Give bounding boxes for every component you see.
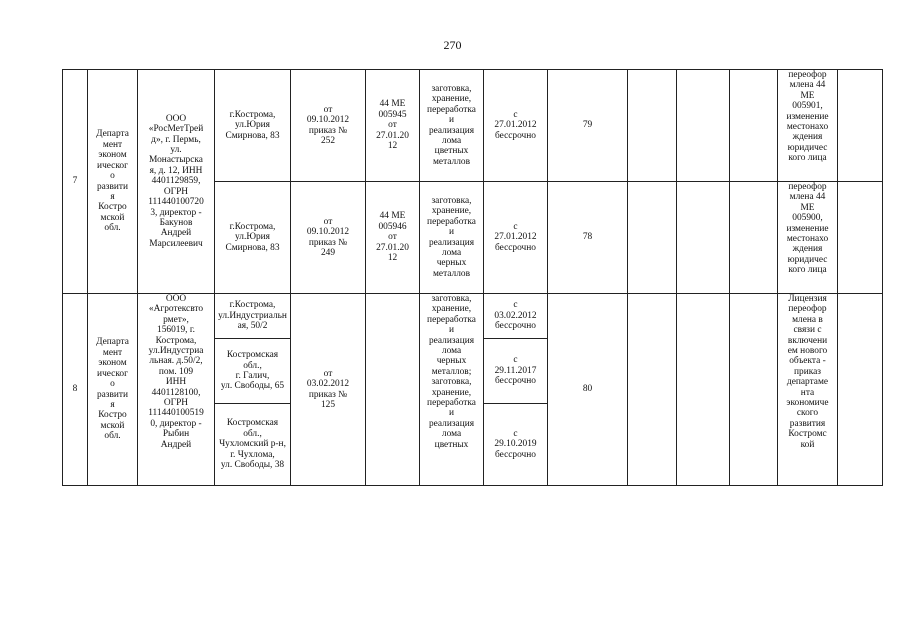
- text-line: бессрочно: [495, 376, 536, 387]
- text-line: Костромс: [788, 429, 827, 440]
- text-line: ского: [796, 408, 819, 419]
- text-line: Андрей: [160, 228, 192, 239]
- table-row: [63, 294, 883, 339]
- text-line: 29.11.2017: [494, 365, 537, 376]
- text-line: обл.: [104, 431, 121, 442]
- text-line: 27.01.20: [376, 242, 409, 253]
- department-cell: [88, 294, 138, 486]
- empty-cell: [677, 294, 730, 486]
- text-line: 3, директор -: [150, 207, 202, 218]
- text-line: 27.01.2012: [494, 120, 537, 131]
- text-line: экономиче: [786, 398, 829, 409]
- text-line: ул.Индустриальн: [218, 310, 287, 321]
- row-number: 7: [63, 70, 88, 294]
- period-cell: [484, 294, 548, 339]
- text-line: г.Кострома,: [229, 109, 276, 120]
- address-cell: [215, 70, 291, 182]
- empty-cell: [838, 294, 883, 486]
- license-cell: [366, 294, 420, 486]
- row-number: 8: [63, 294, 88, 486]
- text-line: переработка: [427, 314, 476, 325]
- text-line: черных: [436, 258, 467, 269]
- text-line: переофор: [788, 182, 827, 192]
- text-line: от: [323, 216, 333, 227]
- order-cell: [291, 70, 366, 182]
- text-line: о: [110, 379, 115, 390]
- activity-cell: [420, 182, 484, 294]
- empty-cell: [730, 182, 778, 294]
- text-line: 005901,: [792, 101, 823, 112]
- empty-cell: [838, 182, 883, 294]
- text-line: с: [513, 300, 518, 311]
- empty-cell: [628, 294, 677, 486]
- period-cell: [484, 70, 548, 182]
- text-line: заготовка,: [431, 195, 472, 206]
- period-cell: [484, 339, 548, 404]
- text-line: мской: [100, 212, 125, 223]
- license-cell: [366, 182, 420, 294]
- text-line: переработка: [427, 398, 476, 409]
- text-line: ул.Индустриа: [148, 346, 204, 357]
- text-line: хранение,: [431, 94, 472, 105]
- text-line: юридичес: [787, 254, 828, 265]
- text-line: рмет»,: [163, 314, 189, 325]
- text-line: Департа: [96, 337, 129, 348]
- text-line: местонахо: [786, 234, 829, 245]
- text-line: 005946: [378, 221, 407, 232]
- text-line: кого лица: [788, 153, 827, 164]
- text-line: бессрочно: [495, 449, 536, 460]
- text-line: ическог: [97, 368, 128, 379]
- text-line: обл.,: [243, 428, 262, 439]
- text-line: 29.10.2019: [494, 439, 537, 450]
- text-line: приказ №: [308, 237, 348, 248]
- text-line: Андрей: [160, 439, 192, 450]
- text-line: г.Кострома,: [229, 300, 276, 311]
- text-line: «Агротексвто: [148, 304, 204, 315]
- text-line: Костромская: [226, 418, 279, 429]
- address-cell: [215, 339, 291, 404]
- text-line: Департа: [96, 129, 129, 140]
- text-line: хранение,: [431, 206, 472, 217]
- activity-cell: [420, 70, 484, 182]
- text-line: хранение,: [431, 304, 472, 315]
- text-line: с: [513, 221, 518, 232]
- text-line: с: [513, 355, 518, 366]
- text-line: 125: [320, 399, 336, 410]
- text-line: приказ №: [308, 389, 348, 400]
- order-cell: [291, 182, 366, 294]
- text-line: я: [110, 399, 115, 410]
- text-line: Марсилеевич: [149, 238, 203, 249]
- empty-cell: [677, 70, 730, 182]
- text-line: ическог: [97, 160, 128, 171]
- text-line: ем нового: [787, 346, 828, 357]
- text-line: заготовка,: [431, 377, 472, 388]
- text-line: 111440100519: [148, 408, 204, 419]
- empty-cell: [838, 70, 883, 182]
- text-line: 27.01.20: [376, 130, 409, 141]
- text-line: цветных: [434, 439, 469, 450]
- text-line: ОГРН: [163, 398, 189, 409]
- text-line: 44 МЕ: [379, 99, 406, 110]
- period-cell: [484, 404, 548, 486]
- period-cell: [484, 182, 548, 294]
- address-cell: [215, 182, 291, 294]
- count-cell: 79: [548, 70, 628, 182]
- text-line: д», г. Пермь,: [151, 134, 201, 145]
- text-line: ОГРН: [163, 186, 189, 197]
- text-line: и: [448, 115, 455, 126]
- text-line: 4401129859,: [151, 176, 201, 187]
- text-line: 111440100720: [148, 197, 204, 208]
- text-line: Лицензия: [788, 294, 827, 304]
- activity-cell: [420, 294, 484, 486]
- text-line: 252: [320, 135, 336, 146]
- text-line: ИНН: [165, 377, 187, 388]
- text-line: изменение: [786, 111, 829, 122]
- text-line: млена 44: [789, 192, 826, 203]
- text-line: я, д. 12, ИНН: [149, 165, 203, 176]
- text-line: и: [448, 227, 455, 238]
- text-line: лома: [441, 135, 462, 146]
- text-line: и: [448, 408, 455, 419]
- empty-cell: [628, 182, 677, 294]
- text-line: развити: [96, 181, 129, 192]
- table-row: [63, 70, 883, 182]
- text-line: 12: [387, 253, 398, 264]
- text-line: черных: [436, 356, 467, 367]
- text-line: переработка: [427, 216, 476, 227]
- text-line: ООО: [165, 113, 187, 124]
- text-line: связи с: [793, 325, 822, 336]
- text-line: Бакунов: [159, 217, 193, 228]
- text-line: развития: [789, 418, 826, 429]
- text-line: обл.: [104, 223, 121, 234]
- text-line: 09.10.2012: [306, 115, 350, 126]
- text-line: переработка: [427, 104, 476, 115]
- text-line: мент: [102, 139, 123, 150]
- count-cell: 80: [548, 294, 628, 486]
- text-line: нта: [800, 387, 815, 398]
- text-line: мент: [102, 347, 123, 358]
- text-line: ждения: [792, 244, 823, 255]
- text-line: Костро: [98, 410, 127, 421]
- text-line: местонахо: [786, 122, 829, 133]
- text-line: 0, директор -: [150, 418, 202, 429]
- text-line: переофор: [788, 70, 827, 80]
- text-line: 27.01.2012: [494, 232, 537, 243]
- text-line: МЕ: [800, 202, 815, 213]
- text-line: лома: [441, 429, 462, 440]
- text-line: льная. д.50/2,: [149, 356, 203, 367]
- text-line: металлов: [432, 268, 471, 279]
- text-line: приказ №: [308, 125, 348, 136]
- text-line: МЕ: [800, 90, 815, 101]
- company-cell: [138, 294, 215, 486]
- text-line: пом. 109: [158, 366, 194, 377]
- text-line: Монастырска: [149, 155, 203, 166]
- empty-cell: [730, 294, 778, 486]
- text-line: млена в: [792, 314, 823, 325]
- text-line: 005945: [378, 109, 407, 120]
- text-line: Костро: [98, 202, 127, 213]
- text-line: о: [110, 171, 115, 182]
- note-cell: [778, 182, 838, 294]
- text-line: лома: [441, 247, 462, 258]
- text-line: реализация: [428, 237, 475, 248]
- text-line: мской: [100, 420, 125, 431]
- text-line: металлов: [432, 156, 471, 167]
- text-line: бессрочно: [495, 321, 536, 332]
- text-line: 156019, г.: [157, 325, 195, 336]
- text-line: Чухломский р-н,: [219, 439, 286, 450]
- text-line: 03.02.2012: [494, 310, 537, 321]
- text-line: бессрочно: [495, 130, 536, 141]
- license-cell: [366, 70, 420, 182]
- text-line: от: [388, 120, 397, 131]
- text-line: юридичес: [787, 142, 828, 153]
- note-cell: [778, 294, 838, 486]
- text-line: я: [110, 191, 115, 202]
- text-line: реализация: [428, 418, 475, 429]
- text-line: кого лица: [788, 265, 827, 276]
- text-line: Смирнова, 83: [225, 130, 280, 141]
- text-line: департаме: [786, 377, 829, 388]
- text-line: кой: [800, 439, 815, 450]
- text-line: переофор: [788, 304, 827, 315]
- text-line: 09.10.2012: [306, 227, 350, 238]
- note-cell: [778, 70, 838, 182]
- text-line: с: [513, 428, 518, 439]
- text-line: от: [388, 232, 397, 243]
- text-line: г.Кострома,: [229, 221, 276, 232]
- count-cell: 78: [548, 182, 628, 294]
- address-cell: [215, 404, 291, 486]
- empty-cell: [730, 70, 778, 182]
- department-cell: [88, 70, 138, 294]
- text-line: г. Галич,: [235, 371, 270, 381]
- text-line: реализация: [428, 335, 475, 346]
- order-cell: [291, 294, 366, 486]
- license-registry-table: [62, 69, 883, 486]
- page-number: 270: [443, 38, 462, 52]
- text-line: приказ: [794, 366, 821, 377]
- text-line: млена 44: [789, 80, 826, 91]
- text-line: ул.Юрия: [235, 120, 270, 131]
- empty-cell: [628, 70, 677, 182]
- text-line: цветных: [434, 146, 469, 157]
- text-line: г. Чухлома,: [230, 449, 275, 460]
- text-line: 03.02.2012: [306, 379, 350, 390]
- text-line: ул. Свободы, 65: [220, 381, 285, 392]
- text-line: ая, 50/2: [237, 321, 268, 332]
- company-cell: [138, 70, 215, 294]
- text-line: Кострома,: [155, 335, 197, 346]
- text-line: заготовка,: [431, 83, 472, 94]
- text-line: Рыбин: [162, 429, 190, 440]
- text-line: Смирнова, 83: [225, 242, 280, 253]
- text-line: 12: [387, 141, 398, 152]
- empty-cell: [677, 182, 730, 294]
- address-cell: [215, 294, 291, 339]
- text-line: объекта -: [789, 356, 826, 367]
- text-line: от: [323, 368, 333, 379]
- text-line: и: [448, 325, 455, 336]
- text-line: Костромская: [226, 350, 279, 361]
- text-line: развити: [96, 389, 129, 400]
- text-line: ул.Юрия: [235, 232, 270, 243]
- text-line: ул. Свободы, 38: [220, 460, 285, 471]
- text-line: ООО: [165, 294, 187, 304]
- text-line: заготовка,: [431, 294, 472, 304]
- text-line: лома: [441, 346, 462, 357]
- text-line: обл.,: [243, 360, 262, 371]
- text-line: 44 МЕ: [379, 211, 406, 222]
- text-line: «РосМетТрей: [148, 124, 204, 135]
- text-line: эконом: [98, 358, 127, 369]
- text-line: эконом: [98, 150, 127, 161]
- text-line: 249: [320, 247, 336, 258]
- text-line: включени: [787, 335, 828, 346]
- text-line: хранение,: [431, 387, 472, 398]
- text-line: металлов;: [431, 366, 472, 377]
- text-line: ул.: [170, 145, 182, 156]
- text-line: от: [323, 104, 333, 115]
- text-line: 005900,: [792, 213, 823, 224]
- text-line: с: [513, 109, 518, 120]
- text-line: реализация: [428, 125, 475, 136]
- text-line: ждения: [792, 132, 823, 143]
- text-line: 4401128100,: [151, 387, 201, 398]
- text-line: изменение: [786, 223, 829, 234]
- text-line: бессрочно: [495, 242, 536, 253]
